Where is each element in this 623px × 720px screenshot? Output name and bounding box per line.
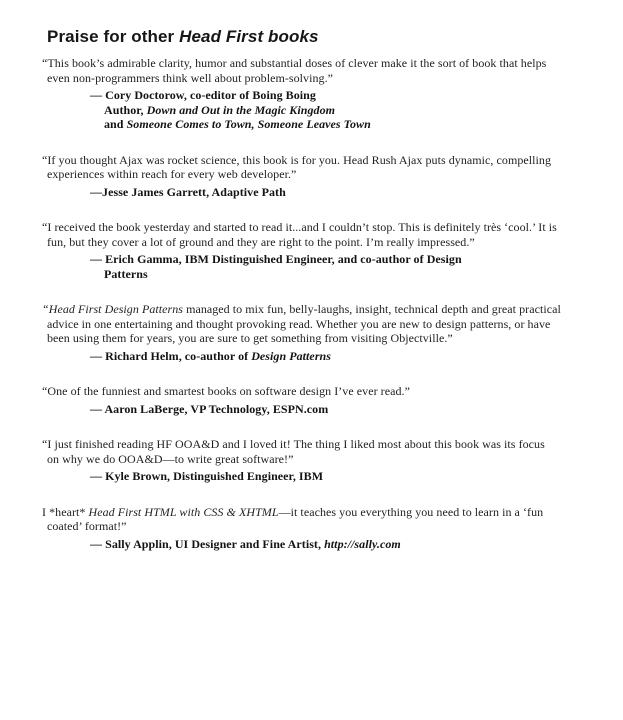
text-run: “One of the funniest and smartest books on software design I’ve ever read.” <box>42 384 410 398</box>
quote-line <box>42 317 589 332</box>
quote-line <box>42 220 589 235</box>
attribution-line <box>42 402 589 417</box>
page-title-emphasis: Head First books <box>179 27 319 46</box>
text-run: even non-programmers think well about problem-solving.” <box>47 70 334 85</box>
attribution-line <box>42 185 589 200</box>
text-run: been using them for years, you are sure to get something from visiting Objectville.” <box>47 331 453 345</box>
text-run: “I received the book yesterday and started to read it...and I couldn’t stop. This is definitely très ‘cool.’ It is <box>42 220 557 234</box>
text-run: on why we do OOA&D—to write great software!” <box>47 451 294 466</box>
quote-block <box>42 56 589 132</box>
quote-line <box>42 331 589 346</box>
quote-attribution <box>42 469 589 484</box>
quote-line <box>42 153 589 168</box>
quote-text <box>42 384 589 399</box>
quote-text <box>42 505 589 534</box>
quote-line <box>42 384 589 399</box>
text-run: — Sally Applin, UI Designer and Fine Artist, <box>90 536 325 551</box>
quote-attribution <box>42 402 589 417</box>
text-run: —Jesse James Garrett, Adaptive Path <box>90 184 286 199</box>
quote-line <box>42 452 589 467</box>
quote-text <box>42 302 589 346</box>
attribution-line <box>42 88 589 103</box>
text-run: Head First HTML with CSS & XHTML <box>88 504 279 519</box>
text-run: experiences within reach for every web developer.” <box>47 167 297 181</box>
text-run: —it teaches you everything you need to learn in a ‘fun <box>278 504 544 519</box>
quote-text <box>42 220 589 249</box>
text-run: managed to mix fun, belly-laughs, insight, technical depth and great practical <box>183 302 561 316</box>
quote-attribution <box>42 88 589 132</box>
quote-block <box>42 505 589 552</box>
quote-block <box>42 220 589 281</box>
text-run: Patterns <box>104 266 148 281</box>
attribution-line <box>42 349 589 364</box>
text-run: I *heart* <box>42 504 89 519</box>
quote-line <box>42 519 589 534</box>
quote-text <box>42 153 589 182</box>
text-run: — Erich Gamma, IBM Distinguished Engineer, and co-author of Design <box>90 252 462 266</box>
text-run: — Kyle Brown, Distinguished Engineer, IBM <box>90 469 324 483</box>
quote-line <box>42 56 589 71</box>
attribution-line <box>42 267 589 282</box>
text-run: “Head First Design Patterns <box>42 302 184 316</box>
quote-attribution <box>42 185 589 200</box>
text-run: “If you thought Ajax was rocket science, this book is for you. Head Rush Ajax puts dynamic, compelling <box>42 152 552 167</box>
quote-line <box>42 71 589 86</box>
quote-block <box>42 384 589 416</box>
quotes-list <box>42 56 589 551</box>
quote-line <box>42 437 589 452</box>
text-run: Someone Comes to Town, Someone Leaves Town <box>126 117 371 131</box>
text-run: — Richard Helm, co-author of <box>90 348 252 363</box>
quote-attribution <box>42 252 589 281</box>
attribution-line <box>42 103 589 118</box>
quote-block <box>42 153 589 200</box>
quote-line <box>42 167 589 182</box>
text-run: http://sally.com <box>324 536 401 551</box>
text-run: coated’ format!” <box>47 519 127 533</box>
text-run: and <box>104 117 127 131</box>
attribution-line <box>42 469 589 484</box>
text-run: — Aaron LaBerge, VP Technology, ESPN.com <box>90 401 329 416</box>
text-run: Down and Out in the Magic Kingdom <box>146 102 335 117</box>
page-title <box>47 28 589 45</box>
text-run: “This book’s admirable clarity, humor and substantial doses of clever make it the sort of book that helps <box>42 56 547 70</box>
quote-line <box>42 302 589 317</box>
text-run: “I just finished reading HF OOA&D and I loved it! The thing I liked most about this book was its focus <box>42 437 545 451</box>
text-run: Author, <box>104 102 147 117</box>
text-run: advice in one entertaining and thought provoking read. Whether you are new to design patterns, or have <box>47 316 551 331</box>
text-run: — Cory Doctorow, co-editor of Boing Boing <box>90 88 316 102</box>
attribution-line <box>42 537 589 552</box>
text-run: fun, but they cover a lot of ground and they are right to the point. I’m really impressed.” <box>47 234 475 249</box>
page-title-prefix: Praise for other <box>47 27 180 46</box>
quote-block <box>42 302 589 363</box>
quote-line <box>42 505 589 520</box>
quote-text <box>42 437 589 466</box>
quote-attribution <box>42 537 589 552</box>
quote-attribution <box>42 349 589 364</box>
quote-text <box>42 56 589 85</box>
attribution-line <box>42 117 589 132</box>
quote-block <box>42 437 589 484</box>
quote-line <box>42 235 589 250</box>
text-run: Design Patterns <box>251 348 331 363</box>
attribution-line <box>42 252 589 267</box>
